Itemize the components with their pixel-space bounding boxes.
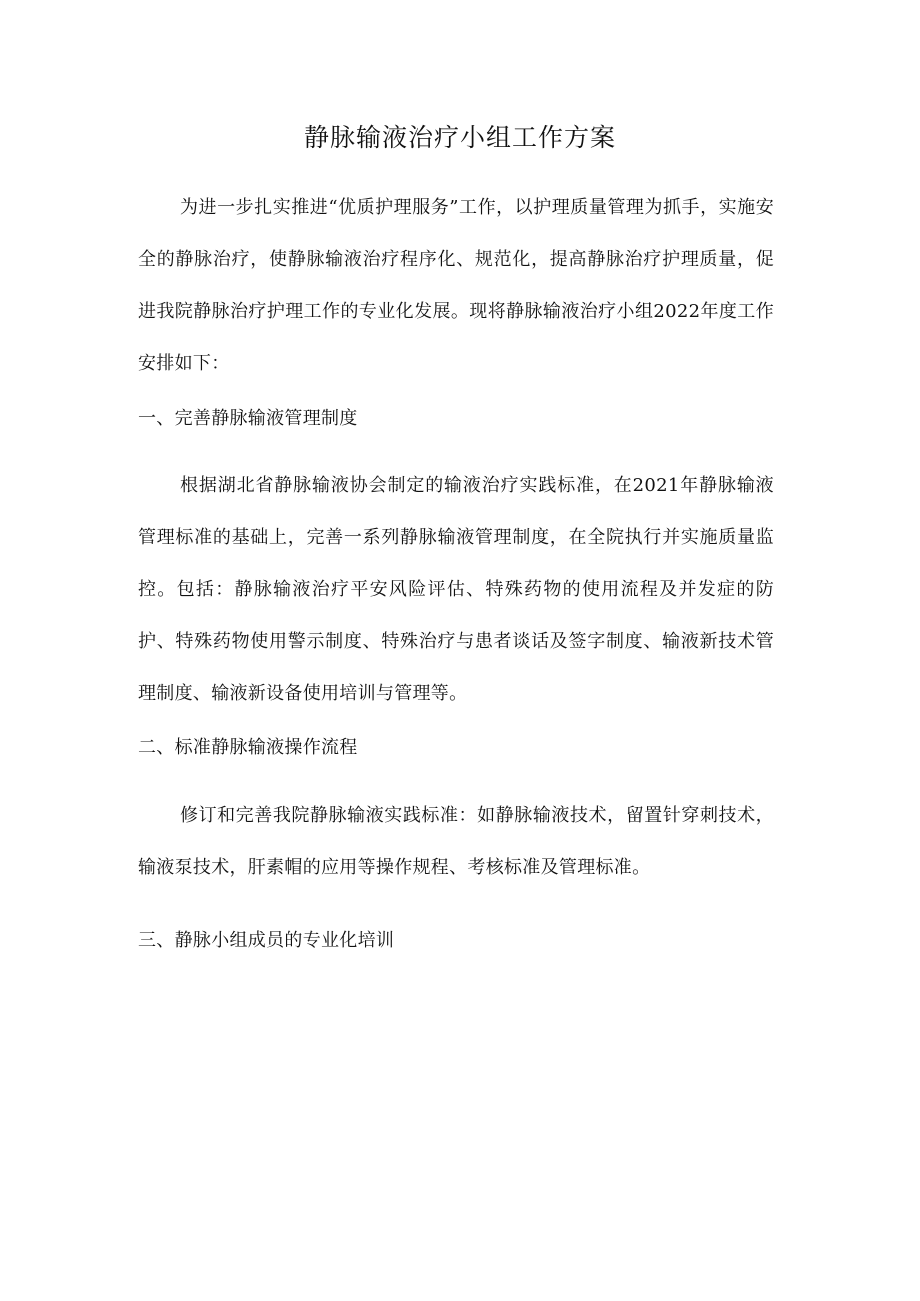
intro-paragraph: 为进一步扎实推进“优质护理服务”工作，以护理质量管理为抓手，实施安全的静脉治疗，使静脉输液治疗程序化、规范化，提高静脉治疗护理质量，促进我院静脉治疗护理工作的专业化发展。现将静脉输液治疗小组2022年度工作安排如下： bbox=[138, 197, 774, 374]
section-heading-1: 一、完善静脉输液管理制度 bbox=[138, 408, 358, 429]
section-body-2: 修订和完善我院静脉输液实践标准：如静脉输液技术，留置针穿刺技术，输液泵技术，肝素帽的应用等操作规程、考核标准及管理标准。 bbox=[138, 805, 774, 878]
document-title: 静脉输液治疗小组工作方案 bbox=[303, 123, 616, 152]
section-body-1: 根据湖北省静脉输液协会制定的输液治疗实践标准，在2021年静脉输液管理标准的基础上，完善一系列静脉输液管理制度，在全院执行并实施质量监控。包括：静脉输液治疗平安风险评估、特殊药物的使用流程及并发症的防护、特殊药物使用警示制度、特殊治疗与患者谈话及签字制度、输液新技术管理制度、输液新设备使用培训与管理等。 bbox=[138, 475, 774, 704]
section-heading-2: 二、标准静脉输液操作流程 bbox=[138, 737, 358, 758]
section-heading-3: 三、静脉小组成员的专业化培训 bbox=[138, 930, 395, 951]
